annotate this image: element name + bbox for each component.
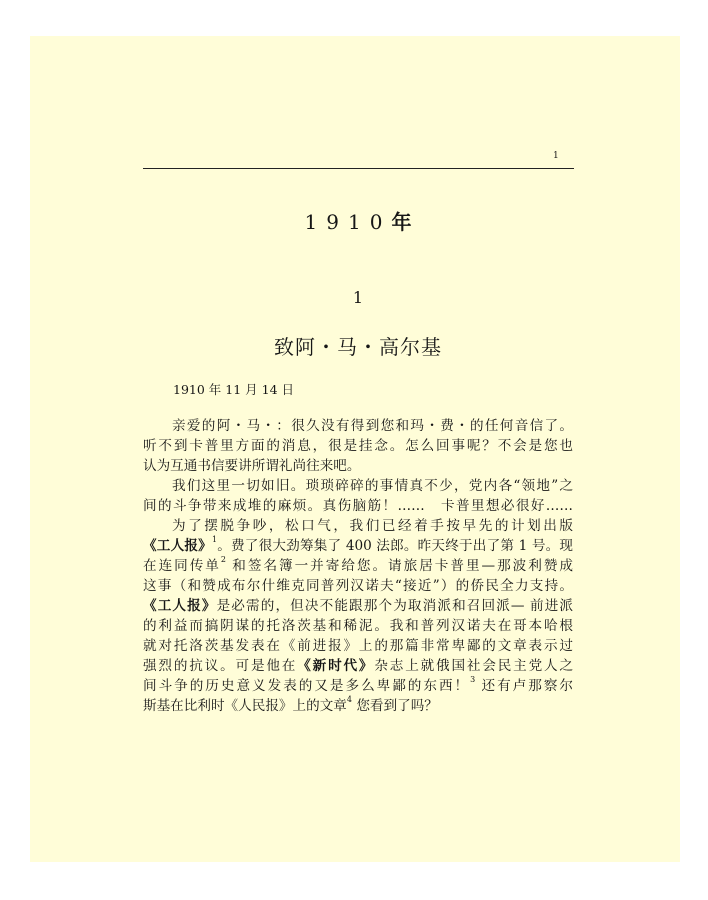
page-sheet — [30, 36, 680, 862]
body-line — [143, 556, 573, 576]
body-line: 的利益而搞阴谋的托洛茨基和稀泥。我和普列汉诺夫在哥本哈根 — [143, 618, 573, 634]
body-line — [143, 536, 573, 556]
line-text: 还有卢那察尔 — [475, 678, 574, 694]
body-line: 亲爱的阿・马・：很久没有得到您和玛・费・的任何音信了。 — [172, 418, 573, 434]
body-line: 认为互通书信要讲所谓礼尚往来吧。 — [143, 458, 361, 474]
footnote-marker: 1 — [211, 535, 218, 544]
line-text: 间斗争的历史意义发表的又是多么卑鄙的东西！ — [143, 678, 471, 694]
line-text: 斯基在比利时《人民报》上的文章 — [143, 698, 347, 714]
header-rule — [143, 168, 574, 169]
line-text: 和签名簿一并寄给您。请旅居卡普里—那波利赞成 — [225, 558, 573, 574]
body-line: 这事（和赞成布尔什维克同普列汉诺夫“接近”）的侨民全力支持。 — [143, 578, 573, 594]
year-digits: 1910 — [304, 210, 392, 234]
newspaper-title-bold: 《工人报》 — [143, 538, 212, 554]
body-line: 我们这里一切如旧。琐琐碎碎的事情真不少，党内各“领地”之 — [172, 478, 573, 494]
body-line — [143, 676, 573, 696]
letter-number: 1 — [352, 288, 364, 307]
newspaper-title-bold: 《工人报》 — [143, 598, 217, 614]
footnote-marker: 3 — [470, 675, 476, 684]
line-text: 强烈的抗议。可是他在 — [143, 658, 298, 674]
letter-body — [143, 416, 573, 716]
body-line: 为了摆脱争吵，松口气，我们已经着手按早先的计划出版 — [172, 518, 573, 534]
body-line: 间的斗争带来成堆的麻烦。真伤脑筋！…… 卡普里想必很好…… — [143, 498, 573, 514]
line-text: 您看到了吗？ — [352, 698, 438, 714]
journal-title-bold: 《新时代》 — [297, 658, 375, 674]
line-text: 。费了很大劲筹集了 400 法郎。昨天终于出了第 1 号。现 — [217, 538, 573, 554]
chapter-heading-year — [143, 208, 573, 236]
page-number: 1 — [553, 151, 559, 161]
line-text: 是必需的，但决不能跟那个为取消派和召回派— 前进派 — [216, 598, 573, 614]
body-line: 听不到卡普里方面的消息，很是挂念。怎么回事呢？不会是您也 — [143, 438, 573, 454]
body-line — [143, 656, 573, 676]
footnote-marker: 2 — [220, 555, 226, 564]
line-text: 在连同传单 — [143, 558, 221, 574]
year-suffix: 年 — [391, 210, 412, 234]
body-line — [143, 596, 573, 616]
letter-date: 1910 年 11 月 14 日 — [173, 382, 294, 397]
line-text: 杂志上就俄国社会民主党人之 — [374, 658, 574, 674]
letter-title: 致阿・马・高尔基 — [274, 335, 442, 359]
body-line: 就对托洛茨基发表在《前进报》上的那篇非常卑鄙的文章表示过 — [143, 638, 573, 654]
body-line — [143, 696, 573, 716]
footnote-marker: 4 — [346, 695, 352, 704]
